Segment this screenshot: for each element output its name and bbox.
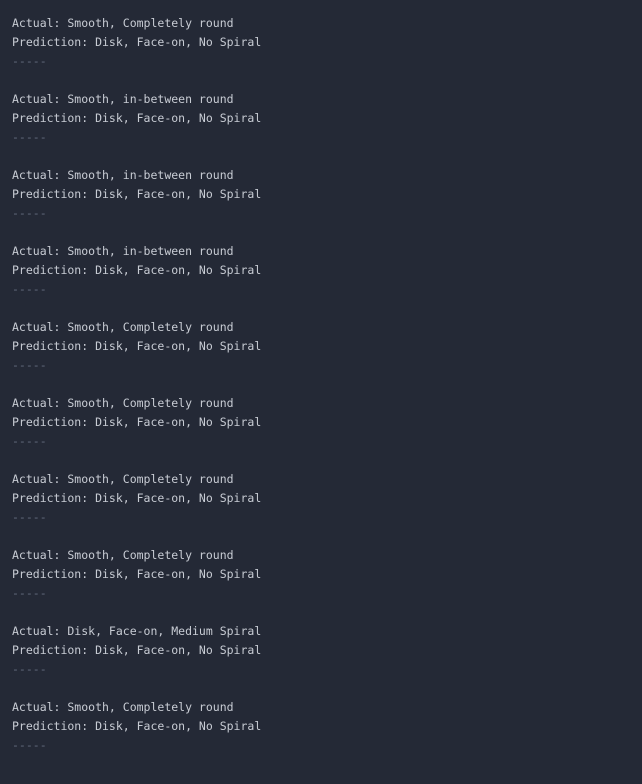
result-block [12,90,642,147]
block-separator: ----- [12,282,47,296]
actual-label-line: Actual: Smooth, Completely round [12,396,234,410]
result-block [12,242,642,299]
block-separator: ----- [12,662,47,676]
actual-label-line: Actual: Smooth, Completely round [12,472,234,486]
actual-label-line: Actual: Disk, Face-on, Medium Spiral [12,624,262,638]
block-separator: ----- [12,586,47,600]
actual-label-line: Actual: Smooth, Completely round [12,320,234,334]
block-separator: ----- [12,206,47,220]
result-block [12,470,642,527]
result-block [12,166,642,223]
result-block [12,546,642,603]
actual-label-line: Actual: Smooth, Completely round [12,700,234,714]
result-block [12,698,642,755]
prediction-label-line: Prediction: Disk, Face-on, No Spiral [12,491,262,505]
prediction-label-line: Prediction: Disk, Face-on, No Spiral [12,339,262,353]
result-block [12,622,642,679]
block-separator: ----- [12,358,47,372]
prediction-label-line: Prediction: Disk, Face-on, No Spiral [12,643,262,657]
result-block [12,394,642,451]
prediction-label-line: Prediction: Disk, Face-on, No Spiral [12,415,262,429]
prediction-label-line: Prediction: Disk, Face-on, No Spiral [12,187,262,201]
block-separator: ----- [12,434,47,448]
block-separator: ----- [12,130,47,144]
block-separator: ----- [12,738,47,752]
actual-label-line: Actual: Smooth, in-between round [12,168,234,182]
block-separator: ----- [12,510,47,524]
prediction-label-line: Prediction: Disk, Face-on, No Spiral [12,263,262,277]
prediction-label-line: Prediction: Disk, Face-on, No Spiral [12,35,262,49]
prediction-label-line: Prediction: Disk, Face-on, No Spiral [12,111,262,125]
prediction-label-line: Prediction: Disk, Face-on, No Spiral [12,719,262,733]
prediction-label-line: Prediction: Disk, Face-on, No Spiral [12,567,262,581]
block-separator: ----- [12,54,47,68]
actual-label-line: Actual: Smooth, Completely round [12,548,234,562]
actual-label-line: Actual: Smooth, in-between round [12,244,234,258]
result-block [12,14,642,71]
result-block [12,318,642,375]
actual-label-line: Actual: Smooth, Completely round [12,16,234,30]
actual-label-line: Actual: Smooth, in-between round [12,92,234,106]
